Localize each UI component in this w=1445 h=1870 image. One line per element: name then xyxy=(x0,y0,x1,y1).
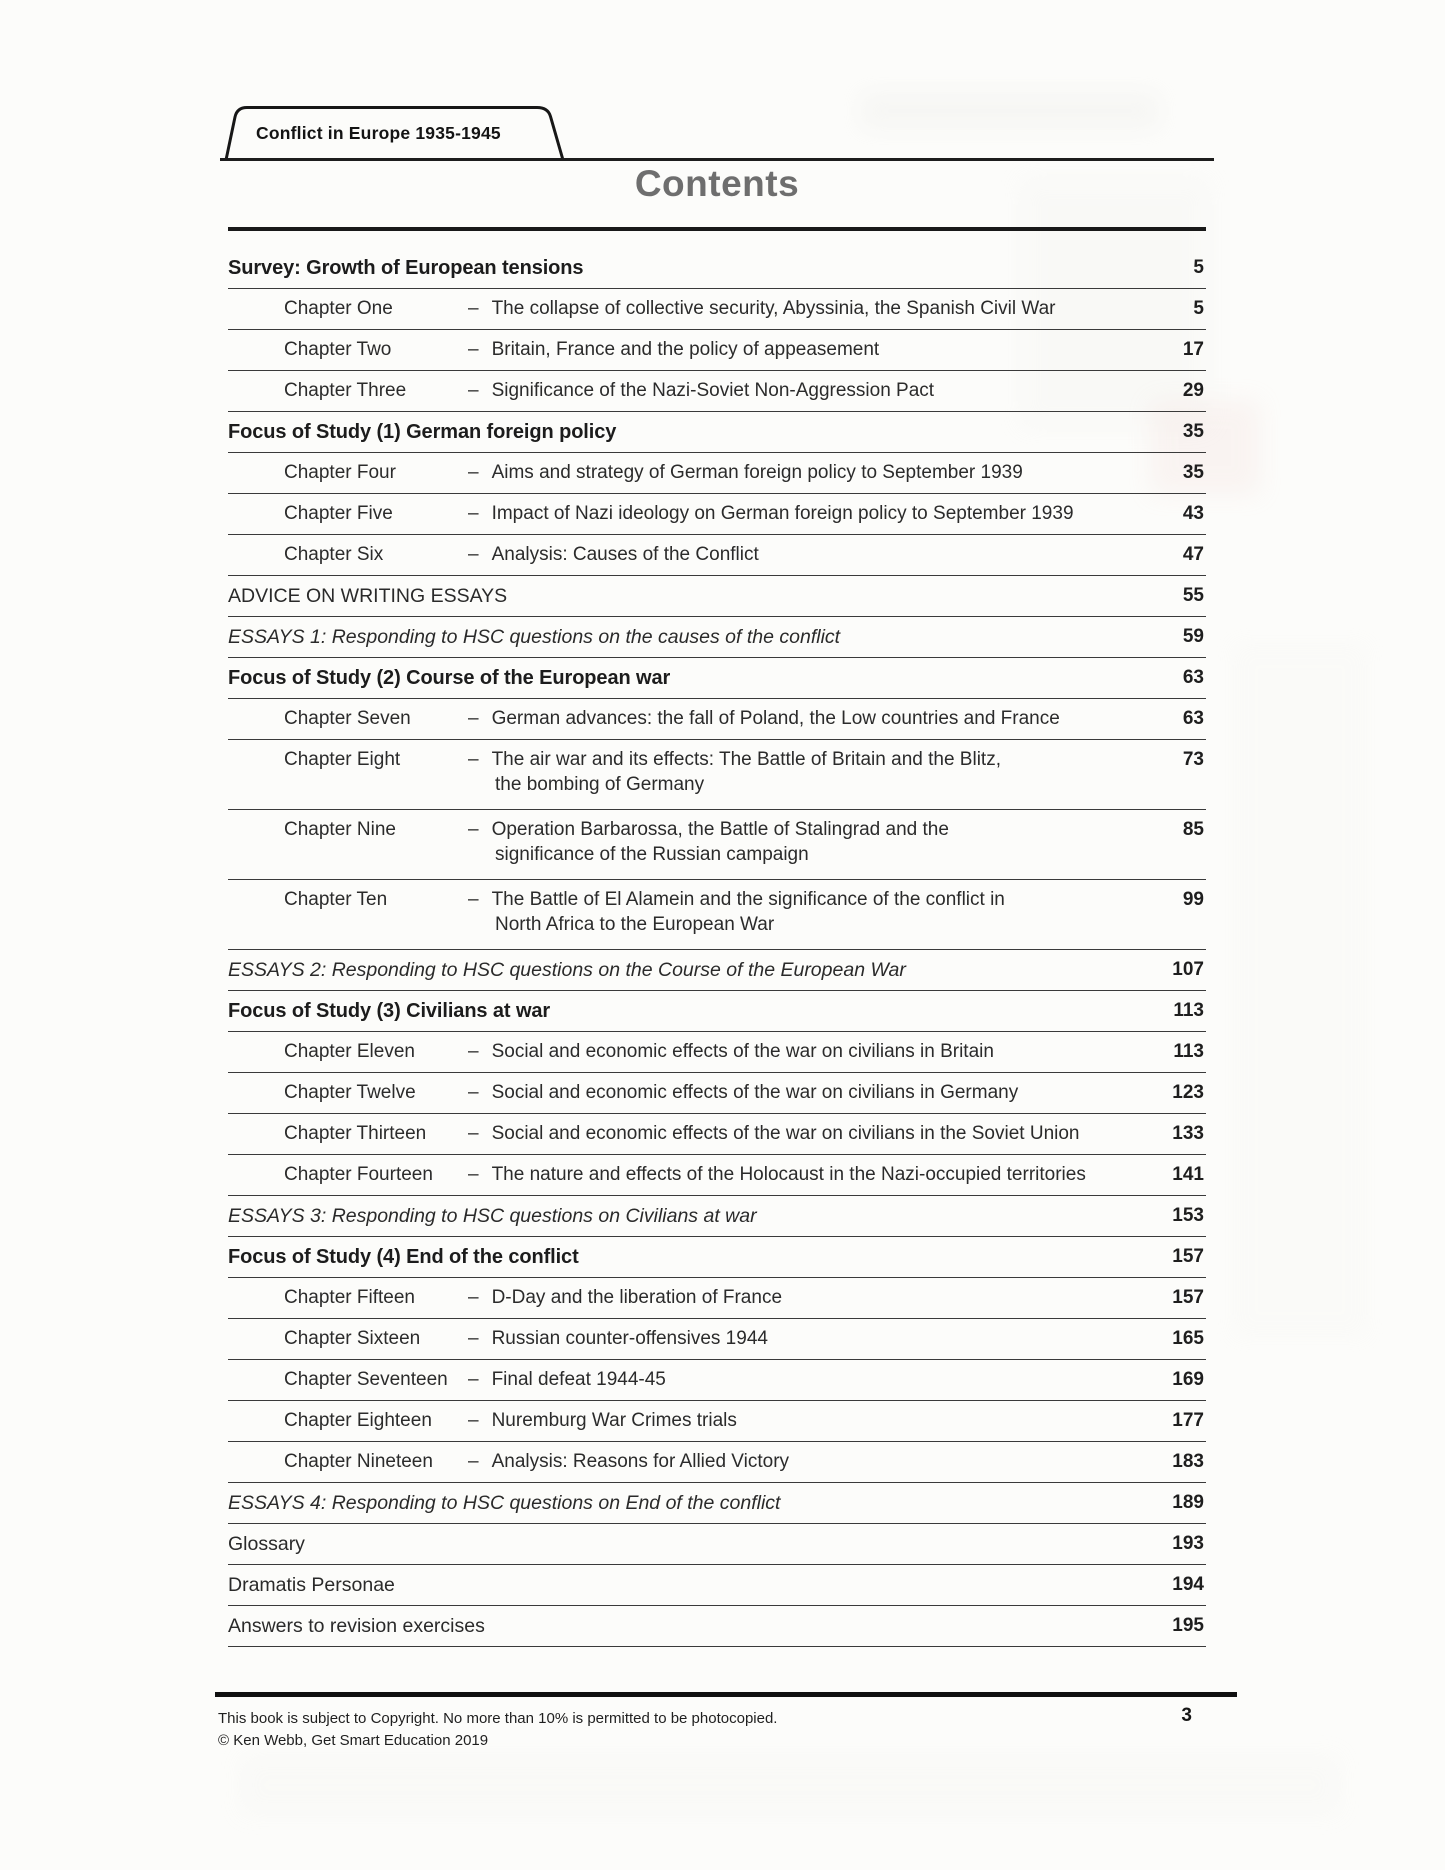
page-ref: 63 xyxy=(1182,666,1204,688)
toc-italic-row xyxy=(228,1483,1206,1524)
toc-chapter-row xyxy=(228,1401,1206,1442)
chapter-label: Chapter Six xyxy=(284,543,384,565)
toc-chapter-row xyxy=(228,371,1206,412)
page-ref: 165 xyxy=(1172,1327,1204,1349)
chapter-label: Chapter Fourteen xyxy=(284,1163,433,1185)
dash: – xyxy=(468,1286,479,1308)
page-ref: 107 xyxy=(1172,958,1204,980)
copyright-note xyxy=(218,1708,777,1752)
page-ref: 133 xyxy=(1172,1122,1204,1144)
page-ref: 5 xyxy=(1193,256,1204,278)
chapter-description: D-Day and the liberation of France xyxy=(491,1286,783,1308)
page-ref: 47 xyxy=(1182,543,1204,565)
chapter-label: Chapter Four xyxy=(284,461,396,483)
dash: – xyxy=(468,818,479,840)
chapter-description: German advances: the fall of Poland, the Low countries and France xyxy=(491,707,1060,729)
chapter-description: Significance of the Nazi-Soviet Non-Aggression Pact xyxy=(491,379,935,401)
chapter-description: Social and economic effects of the war on civilians in the Soviet Union xyxy=(491,1122,1080,1144)
chapter-description-cell xyxy=(468,535,1148,565)
chapter-description-cell xyxy=(468,453,1148,483)
chapter-description-line2: significance of the Russian campaign xyxy=(495,843,809,865)
toc-chapter-row xyxy=(228,1319,1206,1360)
toc-italic-row xyxy=(228,1196,1206,1237)
chapter-description-cell xyxy=(468,1073,1148,1103)
toc-section-row xyxy=(228,658,1206,699)
toc-chapter-row xyxy=(228,1073,1206,1114)
page-number: 3 xyxy=(1181,1705,1192,1726)
dash: – xyxy=(468,1450,479,1472)
chapter-description: Aims and strategy of German foreign policy to September 1939 xyxy=(491,461,1023,483)
chapter-label: Chapter Nineteen xyxy=(284,1450,433,1472)
contents-title: Contents xyxy=(634,163,800,204)
toc-chapter-row xyxy=(228,453,1206,494)
page-ref: 183 xyxy=(1172,1450,1204,1472)
page-ref: 169 xyxy=(1172,1368,1204,1390)
page-ref: 55 xyxy=(1182,584,1204,606)
dash: – xyxy=(468,338,479,360)
chapter-description: Analysis: Reasons for Allied Victory xyxy=(491,1450,790,1472)
toc-chapter-row xyxy=(228,494,1206,535)
chapter-label: Chapter Eighteen xyxy=(284,1409,432,1431)
chapter-label: Chapter Sixteen xyxy=(284,1327,421,1349)
toc-section-row xyxy=(228,412,1206,453)
page-ref: 59 xyxy=(1182,625,1204,647)
toc-chapter-row xyxy=(228,1155,1206,1196)
page-ref: 193 xyxy=(1172,1532,1204,1554)
chapter-description: The nature and effects of the Holocaust in the Nazi-occupied territories xyxy=(491,1163,1086,1185)
dash: – xyxy=(468,1368,479,1390)
page-ref: 195 xyxy=(1172,1614,1204,1636)
page-ref: 113 xyxy=(1173,999,1204,1021)
chapter-label: Chapter Nine xyxy=(284,818,396,840)
chapter-label: Chapter Seventeen xyxy=(284,1368,448,1390)
toc-chapter-row xyxy=(228,740,1206,810)
row-label: Focus of Study (4) End of the conflict xyxy=(228,1245,579,1268)
row-label: Focus of Study (2) Course of the European war xyxy=(228,666,671,689)
toc-section-row xyxy=(228,1237,1206,1278)
page-ref: 141 xyxy=(1172,1163,1204,1185)
chapter-description-cell xyxy=(468,330,1148,360)
chapter-description: Nuremburg War Crimes trials xyxy=(491,1409,737,1431)
chapter-label: Chapter Seven xyxy=(284,707,411,729)
chapter-description-cell xyxy=(468,1278,1148,1308)
dash: – xyxy=(468,543,479,565)
dash: – xyxy=(468,1163,479,1185)
dash: – xyxy=(468,1081,479,1103)
toc-plain-row xyxy=(228,576,1206,617)
toc-chapter-row xyxy=(228,699,1206,740)
chapter-description-cell xyxy=(468,494,1148,524)
chapter-label: Chapter One xyxy=(284,297,393,319)
dash: – xyxy=(468,297,479,319)
row-label: Focus of Study (3) Civilians at war xyxy=(228,999,551,1022)
copyright-line2: © Ken Webb, Get Smart Education 2019 xyxy=(218,1732,489,1749)
chapter-label: Chapter Eight xyxy=(284,748,401,770)
toc-chapter-row xyxy=(228,1032,1206,1073)
chapter-label: Chapter Fifteen xyxy=(284,1286,415,1308)
chapter-label: Chapter Five xyxy=(284,502,393,524)
page-ref: 177 xyxy=(1172,1409,1204,1431)
dash: – xyxy=(468,1409,479,1431)
page-ref: 43 xyxy=(1182,502,1204,524)
toc-italic-row xyxy=(228,950,1206,991)
chapter-description-cell xyxy=(468,1155,1148,1185)
chapter-description: The Battle of El Alamein and the significance of the conflict in xyxy=(491,888,1005,910)
chapter-description-cell xyxy=(468,1360,1148,1390)
book-title-tab xyxy=(220,104,572,162)
page-ref: 157 xyxy=(1172,1286,1204,1308)
chapter-description-line2: North Africa to the European War xyxy=(495,913,775,935)
page-ref: 73 xyxy=(1182,748,1204,770)
page-ref: 17 xyxy=(1182,338,1204,360)
dash: – xyxy=(468,461,479,483)
chapter-description-cell xyxy=(468,880,1148,935)
page-ref: 153 xyxy=(1172,1204,1204,1226)
toc-chapter-row xyxy=(228,330,1206,371)
toc-section-row xyxy=(228,991,1206,1032)
dash: – xyxy=(468,379,479,401)
chapter-label: Chapter Thirteen xyxy=(284,1122,427,1144)
dash: – xyxy=(468,1122,479,1144)
chapter-description: Social and economic effects of the war on civilians in Britain xyxy=(491,1040,994,1062)
chapter-description: Operation Barbarossa, the Battle of Stalingrad and the xyxy=(491,818,949,840)
page-content xyxy=(218,0,1206,1870)
page-ref: 85 xyxy=(1182,818,1204,840)
chapter-description: Britain, France and the policy of appeasement xyxy=(491,338,880,360)
dash: – xyxy=(468,888,479,910)
chapter-description-cell xyxy=(468,1032,1148,1062)
toc-chapter-row xyxy=(228,1442,1206,1483)
table-of-contents xyxy=(228,248,1206,1647)
row-label: ESSAYS 1: Responding to HSC questions on the causes of the conflict xyxy=(228,625,841,648)
row-label: ESSAYS 4: Responding to HSC questions on End of the conflict xyxy=(228,1491,781,1514)
page-ref: 5 xyxy=(1193,297,1204,319)
book-title: Conflict in Europe 1935-1945 xyxy=(256,123,501,143)
dash: – xyxy=(468,748,479,770)
toc-chapter-row xyxy=(228,880,1206,950)
chapter-description-cell xyxy=(468,1114,1148,1144)
row-label: Glossary xyxy=(228,1532,305,1555)
header-rule xyxy=(220,158,1214,161)
chapter-description-cell xyxy=(468,371,1148,401)
toc-plain-row xyxy=(228,1606,1206,1647)
toc-chapter-row xyxy=(228,1278,1206,1319)
chapter-label: Chapter Ten xyxy=(284,888,388,910)
row-label: Focus of Study (1) German foreign policy xyxy=(228,420,617,443)
toc-chapter-row xyxy=(228,1360,1206,1401)
dash: – xyxy=(468,1327,479,1349)
scan-artifact xyxy=(1230,640,1370,1340)
page-ref: 99 xyxy=(1182,888,1204,910)
page-ref: 35 xyxy=(1182,461,1204,483)
row-label: Answers to revision exercises xyxy=(228,1614,485,1637)
chapter-description-cell xyxy=(468,1319,1148,1349)
dash: – xyxy=(468,502,479,524)
page-ref: 194 xyxy=(1172,1573,1204,1595)
chapter-label: Chapter Twelve xyxy=(284,1081,416,1103)
page-ref: 123 xyxy=(1172,1081,1204,1103)
chapter-description: Analysis: Causes of the Conflict xyxy=(491,543,759,565)
chapter-description: The air war and its effects: The Battle of Britain and the Blitz, xyxy=(491,748,1001,770)
title-rule xyxy=(228,227,1206,231)
toc-italic-row xyxy=(228,617,1206,658)
chapter-description: Social and economic effects of the war on civilians in Germany xyxy=(491,1081,1019,1103)
row-label: ESSAYS 3: Responding to HSC questions on Civilians at war xyxy=(228,1204,757,1227)
dash: – xyxy=(468,707,479,729)
toc-chapter-row xyxy=(228,535,1206,576)
toc-section-row xyxy=(228,248,1206,289)
page-ref: 29 xyxy=(1182,379,1204,401)
footer-rule xyxy=(215,1692,1237,1697)
chapter-description-cell xyxy=(468,289,1148,319)
row-label: Dramatis Personae xyxy=(228,1573,395,1596)
chapter-description-cell xyxy=(468,699,1148,729)
chapter-description-cell xyxy=(468,1401,1148,1431)
page-ref: 157 xyxy=(1172,1245,1204,1267)
row-label: ESSAYS 2: Responding to HSC questions on the Course of the European War xyxy=(228,958,906,981)
page-ref: 113 xyxy=(1173,1040,1204,1062)
chapter-description: The collapse of collective security, Abyssinia, the Spanish Civil War xyxy=(491,297,1056,319)
dash: – xyxy=(468,1040,479,1062)
page-ref: 189 xyxy=(1172,1491,1204,1513)
toc-chapter-row xyxy=(228,289,1206,330)
row-label: Survey: Growth of European tensions xyxy=(228,256,584,279)
toc-plain-row xyxy=(228,1524,1206,1565)
chapter-description-cell xyxy=(468,1442,1148,1472)
chapter-label: Chapter Three xyxy=(284,379,407,401)
toc-chapter-row xyxy=(228,1114,1206,1155)
toc-chapter-row xyxy=(228,810,1206,880)
chapter-description-cell xyxy=(468,740,1148,795)
toc-plain-row xyxy=(228,1565,1206,1606)
page-ref: 63 xyxy=(1182,707,1204,729)
chapter-description: Russian counter-offensives 1944 xyxy=(491,1327,768,1349)
copyright-line1: This book is subject to Copyright. No more than 10% is permitted to be photocopied. xyxy=(218,1710,778,1727)
chapter-description: Final defeat 1944-45 xyxy=(491,1368,666,1390)
chapter-description-cell xyxy=(468,810,1148,865)
chapter-label: Chapter Eleven xyxy=(284,1040,415,1062)
chapter-description: Impact of Nazi ideology on German foreign policy to September 1939 xyxy=(491,502,1074,524)
chapter-label: Chapter Two xyxy=(284,338,392,360)
chapter-description-line2: the bombing of Germany xyxy=(495,773,705,795)
page-ref: 35 xyxy=(1182,420,1204,442)
row-label: ADVICE ON WRITING ESSAYS xyxy=(228,584,508,607)
